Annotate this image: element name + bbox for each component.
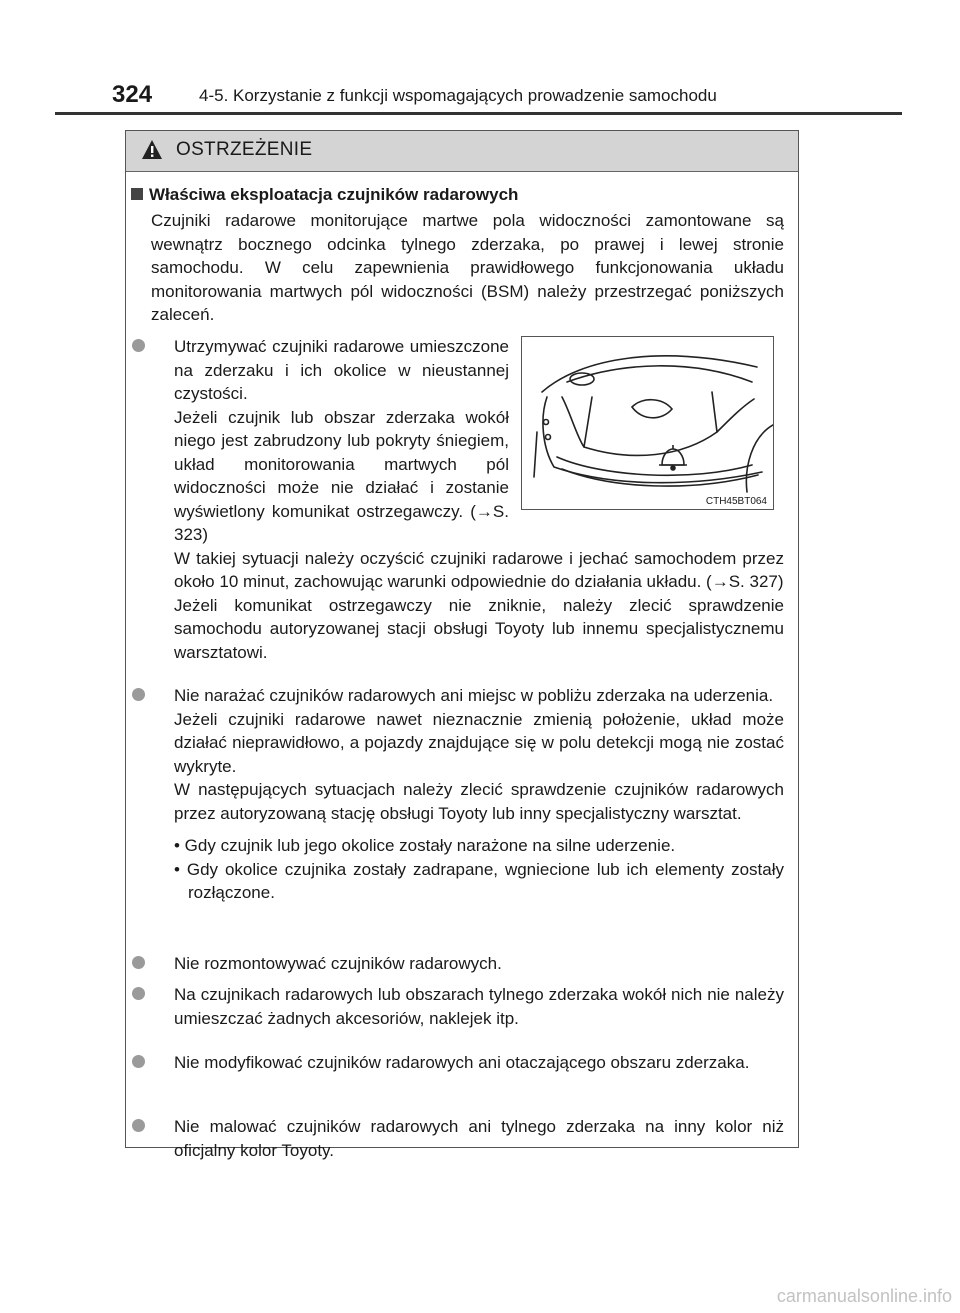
section-title: 4-5. Korzystanie z funkcji wspomagających prowadzenie samochodu (199, 86, 717, 105)
bullet-text: Jeżeli komunikat ostrzegawczy nie zniknie, należy zlecić sprawdzenie samochodu autoryzowanej stacji obsługi Toyoty lub innemu specjalistycznemu warsztatowi. (174, 595, 784, 662)
bullet-text: Utrzymywać czujniki radarowe umieszczone na zderzaku i ich okolice w nieustannej czystości. (174, 337, 509, 403)
bullet-dot-icon (132, 339, 145, 352)
page-header (112, 80, 902, 114)
bullet-item (132, 1051, 784, 1075)
page-number: 324 (112, 81, 153, 108)
bullet-text: Nie narażać czujników radarowych ani miejsc w pobliżu zderzaka na uderzenia. (174, 686, 774, 705)
bullet-item (132, 1115, 784, 1162)
bullet-item (132, 952, 784, 976)
square-bullet-icon (131, 188, 143, 200)
warning-box (125, 130, 799, 1160)
bullet-dot-icon (132, 688, 145, 701)
sub-list-item: • Gdy okolice czujnika zostały zadrapane, wgniecione lub ich elementy zostały rozłączone. (174, 859, 784, 902)
watermark: carmanualsonline.info (776, 1286, 952, 1306)
bullet-item (132, 983, 784, 1030)
bullet-dot-icon (132, 956, 145, 969)
bullet-text: Nie rozmontowywać czujników radarowych. (174, 954, 502, 973)
bullet-text: W następujących sytuacjach należy zlecić sprawdzenie czujników radarowych przez autoryzowaną stację obsługi Toyoty lub inny specjalistyczny warsztat. (174, 780, 784, 823)
warning-title: OSTRZEŻENIE (176, 139, 313, 160)
section-heading (131, 183, 518, 207)
sub-list-item: • Gdy czujnik lub jego okolice zostały narażone na silne uderzenie. (174, 836, 676, 855)
warning-header (126, 131, 798, 172)
bullet-item (132, 684, 784, 905)
bullet-text: Nie modyfikować czujników radarowych ani otaczającego obszaru zderzaka. (174, 1053, 750, 1072)
bullet-dot-icon (132, 1055, 145, 1068)
intro-paragraph (151, 209, 784, 327)
section-heading-text: Właściwa eksploatacja czujników radarowych (149, 185, 519, 204)
intro-text: Czujniki radarowe monitorujące martwe pola widoczności zamontowane są wewnątrz bocznego odcinka tylnego zderzaka, po prawej i lewej stronie samochodu. W celu zapewnienia prawidłowego funkcjonowania układu monitorowania martwych pól widoczności (BSM) należy przestrzegać poniższych zaleceń. (151, 211, 784, 324)
header-rule (55, 112, 902, 115)
bullet-text: W takiej sytuacji należy oczyścić czujniki radarowe i jechać samochodem przez około 10 minut, zachowując warunki odpowiednie do działania układu. (→S. 327) (174, 548, 784, 591)
rear-bumper-illustration (521, 336, 774, 510)
bullet-dot-icon (132, 987, 145, 1000)
figure-code: CTH45BT064 (705, 496, 767, 507)
bullet-text: Na czujnikach radarowych lub obszarach tylnego zderzaka wokół nich nie należy umieszczać żadnych akcesoriów, naklejek itp. (174, 985, 784, 1028)
bullet-text: Jeżeli czujnik lub obszar zderzaka wokół niego jest zabrudzony lub pokryty śniegiem, układ monitorowania martwych pól widoczności może nie działać i zostanie wyświetlony komunikat ostrzegawczy. (→S. 323) (174, 407, 509, 544)
warning-triangle-icon (141, 139, 163, 161)
bullet-text: Nie malować czujników radarowych ani tylnego zderzaka na inny kolor niż oficjalny kolor Toyoty. (174, 1117, 784, 1160)
bullet-text: Jeżeli czujniki radarowe nawet nieznacznie zmienią położenie, układ może działać nieprawidłowo, a pojazdy znajdujące się w polu detekcji mogą nie zostać wykryte. (174, 709, 784, 776)
sub-list (174, 834, 784, 905)
bullet-dot-icon (132, 1119, 145, 1132)
